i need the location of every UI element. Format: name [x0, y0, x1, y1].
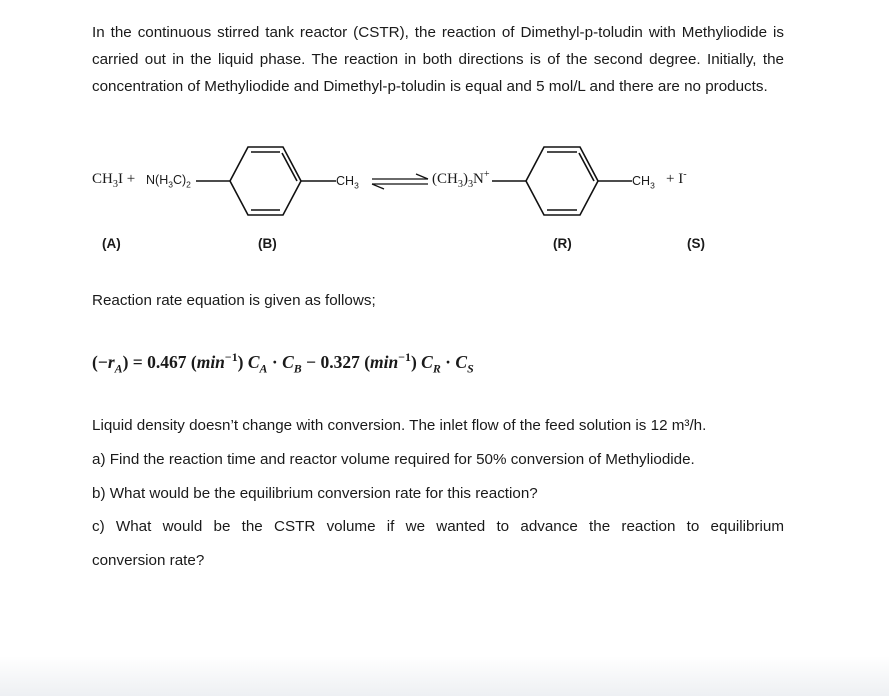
label-r: (R) — [553, 236, 572, 251]
rate-equation: $(-r_A) = 0.467$ $(\min^{-1}) C_A \cdot C_B - 0.327$ $(\min^{-1}) C_R \cdot C_S$ — [92, 350, 474, 376]
question-c-line2: conversion rate? — [92, 552, 205, 569]
trimethylammonium-group: $(CH_3)_3N^+$ — [432, 169, 490, 190]
dimethylamino-group: $N(H_3C)_2$ — [146, 173, 191, 190]
methyl-group-r: $CH_3$ — [632, 174, 655, 191]
page-bottom-shadow — [0, 656, 889, 696]
label-s: (S) — [687, 236, 705, 251]
label-b: (B) — [258, 236, 277, 251]
benzene-ring-r-icon — [526, 147, 598, 215]
rate-equation-intro: Reaction rate equation is given as follows; — [92, 292, 376, 309]
question-b: b) What would be the equilibrium conversion rate for this reaction? — [92, 485, 538, 502]
density-statement: Liquid density doesn’t change with conversion. The inlet flow of the feed solution is 12 m³/h. — [92, 417, 707, 434]
question-c-line1: c) What would be the CSTR volume if we wanted to advance the reaction to equilibrium — [92, 518, 784, 535]
label-a: (A) — [102, 236, 121, 251]
plus-sign: + — [126, 171, 136, 187]
iodide-ion: + I- — [666, 169, 687, 187]
benzene-ring-b-icon — [230, 147, 301, 215]
question-a: a) Find the reaction time and reactor volume required for 50% conversion of Methyliodide. — [92, 451, 695, 468]
methyl-iodide-formula: $CH_3I$ + — [92, 171, 136, 190]
equilibrium-arrow-icon — [372, 174, 428, 189]
plus-sign: + — [666, 171, 675, 187]
methyl-group-b: $CH_3$ — [336, 174, 359, 191]
reaction-structures — [0, 0, 889, 260]
problem-intro: In the continuous stirred tank reactor (CSTR), the reaction of Dimethyl-p-toludin with Methyliodide is carried out in the liquid phase. The reaction in both directions is of the second degree. Initially, the concentration of Methyliodide and Dimethyl-p-toludin is equal and 5 mol/L and there are no products. — [92, 24, 784, 95]
